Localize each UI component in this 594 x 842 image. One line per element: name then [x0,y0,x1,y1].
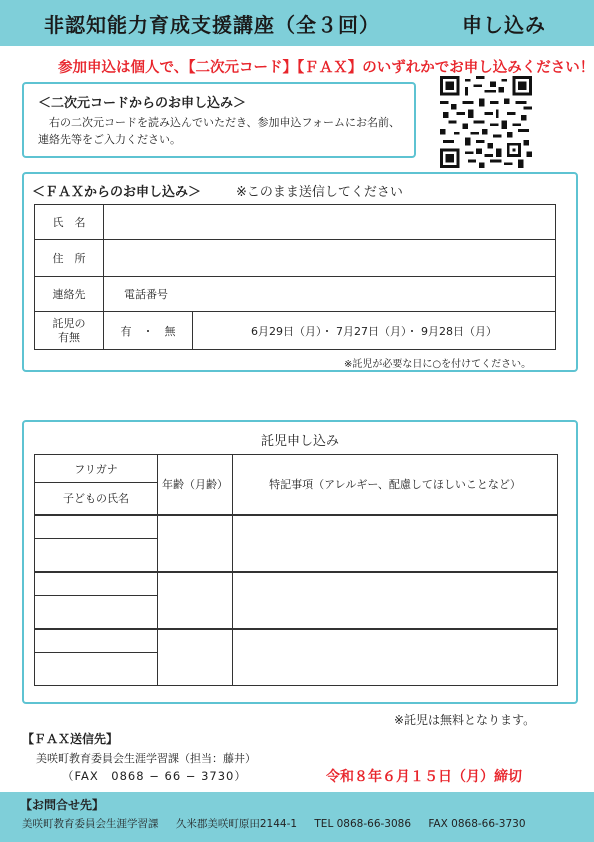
deadline: 令和８年６月１５日（月）締切 [326,769,522,785]
child-name-cell[interactable] [35,596,158,629]
fax-info-title: 【ＦＡＸ送信先】 [22,732,119,746]
child-name-cell[interactable] [35,539,158,572]
table-row [35,515,558,539]
notes-cell[interactable] [233,572,558,629]
fax-form-table [34,204,556,350]
col-age: 年齢（月齢） [158,455,233,515]
childcare-label [35,312,104,350]
fax-info-dept: 美咲町教育委員会生涯学習課（担当：藤井） [36,752,256,765]
page-title-action: 申し込み [462,13,546,37]
childcare-table [34,454,558,686]
fax-section-subheading: ※このまま送信してください [236,185,403,200]
fax-application-box [22,172,578,372]
notes-cell[interactable] [233,515,558,572]
fax-section-heading: ＜ＦＡＸからのお申し込み＞ [32,185,202,200]
application-notice: 参加申込は個人で、【二次元コード】【ＦＡＸ】のいずれかでお申し込みください！ [58,60,594,76]
childcare-yes-no[interactable]: 有 ・ 無 [104,312,193,350]
header-banner [0,0,594,46]
phone-field[interactable] [104,277,556,312]
notes-cell[interactable] [233,629,558,686]
address-field[interactable] [104,240,556,277]
table-row [35,572,558,596]
contact-tel: TEL 0868-66-3086 [314,818,412,830]
name-field[interactable] [104,205,556,240]
contact-title: 【お問合せ先】 [20,798,105,812]
qr-application-box [22,82,416,158]
age-cell[interactable] [158,572,233,629]
footer-banner [0,792,594,842]
furigana-cell[interactable] [35,515,158,539]
name-label: 氏 名 [35,205,104,240]
table-row [35,629,558,653]
contact-address: 久米郡美咲町原田2144-1 [175,818,298,830]
contact-org: 美咲町教育委員会生涯学習課 [22,818,159,830]
childcare-application-box [22,420,578,704]
qr-section-heading: ＜二次元コードからのお申し込み＞ [38,96,247,111]
qr-section-body: 右の二次元コードを読み込んでいただき、参加申込フォームにお名前、連絡先等をご入力ください。 [38,116,401,146]
contact-details [22,816,540,831]
childcare-section-title: 託児申し込み [260,434,339,449]
phone-label: 電話番号 [124,288,168,301]
childcare-label-line2: 有無 [58,330,80,344]
col-child-name: 子どもの氏名 [35,483,158,515]
fax-info-number: （FAX 0868 − 66 − 3730） [62,769,247,783]
furigana-cell[interactable] [35,572,158,596]
age-cell[interactable] [158,629,233,686]
child-name-cell[interactable] [35,653,158,686]
furigana-cell[interactable] [35,629,158,653]
free-childcare-note: ※託児は無料となります。 [394,713,536,727]
childcare-label-line1: 託児の [52,316,86,330]
col-furigana: フリガナ [35,455,158,483]
childcare-dates[interactable]: 6月29日（月）・ 7月27日（月）・ 9月28日（月） [193,312,556,350]
address-label: 住 所 [35,240,104,277]
page-title: 非認知能力育成支援講座（全３回） [44,13,380,37]
contact-fax: FAX 0868-66-3730 [428,818,526,830]
childcare-note: ※託児が必要な日に○を付けてください。 [344,359,532,370]
contact-label: 連絡先 [35,277,104,312]
col-notes: 特記事項（アレルギー、配慮してほしいことなど） [233,455,558,515]
qr-code-icon[interactable] [440,76,532,168]
age-cell[interactable] [158,515,233,572]
